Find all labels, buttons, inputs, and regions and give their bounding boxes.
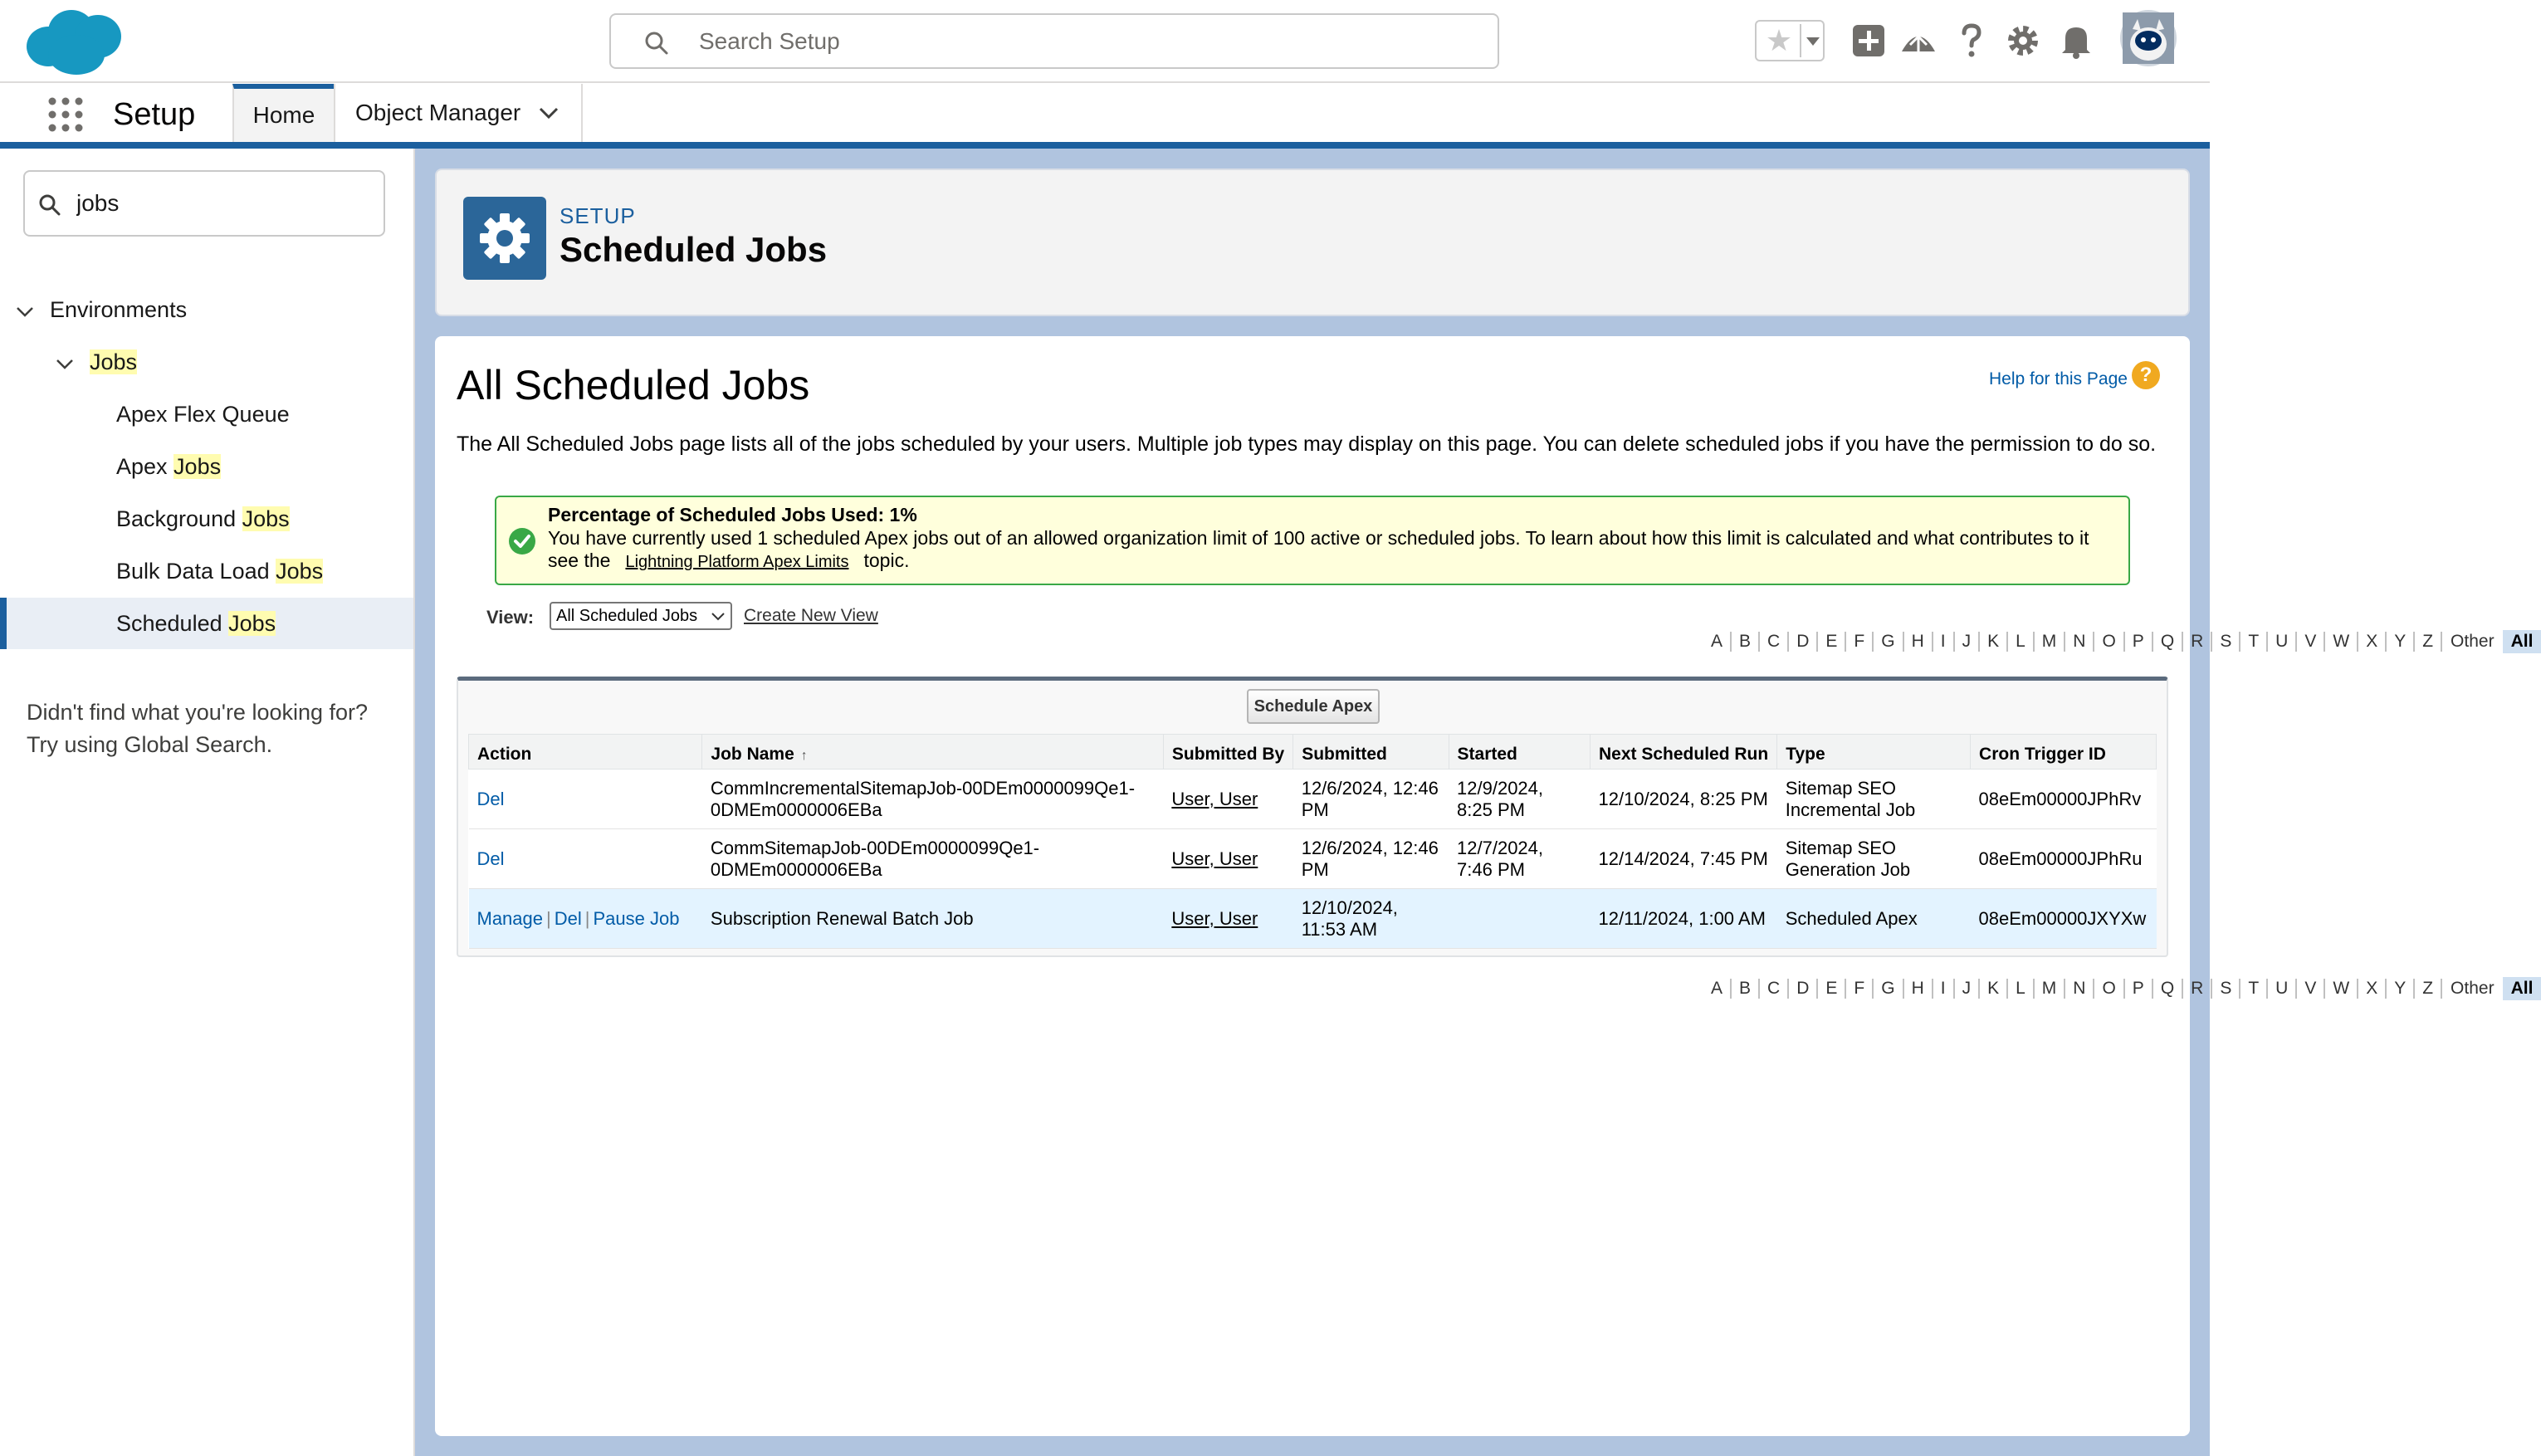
check-circle-icon xyxy=(508,527,536,555)
not-found-line1: Didn't find what you're looking for? xyxy=(27,700,369,725)
alpha-letter[interactable]: F xyxy=(1845,632,1872,652)
global-search-input[interactable] xyxy=(609,13,1499,69)
submitted-cell: 12/6/2024, 12:46 PM xyxy=(1293,770,1449,829)
sidebar-item-apex-jobs[interactable] xyxy=(116,454,221,480)
submitted-by-link[interactable]: User, User xyxy=(1171,848,1258,869)
context-bar xyxy=(0,84,2210,144)
del-link[interactable]: Del xyxy=(476,848,505,869)
quick-find-input[interactable] xyxy=(76,187,375,220)
alpha-letter[interactable]: N xyxy=(2064,632,2093,652)
alpha-letter[interactable]: G xyxy=(1872,632,1902,652)
alpha-letter[interactable]: S xyxy=(2211,979,2239,999)
sidebar-item-highlight: Jobs xyxy=(173,454,222,479)
tree-environments[interactable] xyxy=(50,297,187,323)
not-found-hint xyxy=(27,696,408,761)
jobs-list-block xyxy=(457,677,2168,957)
alpha-letter[interactable]: Z xyxy=(2413,632,2441,652)
submitted-by-cell xyxy=(1163,829,1292,889)
not-found-line2: Try using Global Search. xyxy=(27,732,273,757)
sidebar-item-highlight: Jobs xyxy=(242,506,290,531)
scheduled-jobs-table xyxy=(468,734,2157,949)
alpha-letter[interactable]: O xyxy=(2093,979,2123,999)
usage-text-after: topic. xyxy=(863,550,910,571)
alpha-letter[interactable]: Z xyxy=(2413,979,2441,999)
job-name-cell: Subscription Renewal Batch Job xyxy=(702,889,1163,949)
submitted-by-cell xyxy=(1163,889,1292,949)
view-select[interactable] xyxy=(550,602,732,630)
started-cell: 12/7/2024, 7:46 PM xyxy=(1449,829,1590,889)
alpha-letter[interactable]: J xyxy=(1953,632,1979,652)
column-header[interactable]: Next Scheduled Run xyxy=(1591,735,1777,770)
page-eyebrow: SETUP xyxy=(560,203,636,228)
alpha-letter[interactable]: I xyxy=(1932,632,1953,652)
alpha-letter[interactable]: S xyxy=(2211,632,2239,652)
sidebar-item-label: Background xyxy=(116,506,242,531)
tree-environments-label: Environments xyxy=(50,297,188,322)
alpha-letter[interactable]: E xyxy=(1816,979,1845,999)
usage-info-box xyxy=(495,496,2130,585)
content-panel xyxy=(435,336,2534,1436)
alpha-letter[interactable]: L xyxy=(2006,979,2033,999)
apex-limits-link[interactable]: Lightning Platform Apex Limits xyxy=(625,553,849,571)
alpha-letter[interactable]: I xyxy=(1932,979,1953,999)
alpha-letter[interactable]: H xyxy=(1903,632,1932,652)
alpha-letter[interactable]: V xyxy=(2295,979,2324,999)
alpha-letter[interactable]: Q xyxy=(2152,632,2182,652)
alpha-letter[interactable]: M xyxy=(2033,632,2065,652)
type-cell: Scheduled Apex xyxy=(1777,889,1971,949)
alpha-letter[interactable]: R xyxy=(2182,979,2211,999)
alpha-letter[interactable]: A xyxy=(1711,979,1723,998)
alpha-letter[interactable]: M xyxy=(2033,979,2065,999)
alpha-letter[interactable]: X xyxy=(2357,979,2385,999)
favorites-dropdown-icon[interactable] xyxy=(1803,24,1823,57)
notifications-bell-icon[interactable] xyxy=(2055,20,2097,61)
alpha-letter[interactable]: Y xyxy=(2385,632,2413,652)
avatar[interactable] xyxy=(2120,10,2177,66)
usage-text-before: You have currently used 1 scheduled Apex jobs out of an allowed organization limit of 100 active or scheduled jobs. To learn about how this limit is calculated and what contributes to it see the xyxy=(548,527,2089,571)
alpha-filter-bottom xyxy=(1703,977,2541,1000)
sidebar-item-label: Apex Flex Queue xyxy=(116,402,290,427)
help-icon[interactable]: ? xyxy=(2132,361,2160,389)
submitted-by-cell xyxy=(1163,770,1292,829)
alpha-letter[interactable]: X xyxy=(2357,632,2385,652)
tab-home[interactable] xyxy=(232,84,334,142)
job-name-cell: CommIncrementalSitemapJob-00DEm0000099Qe1-0DMEm0000006EBa xyxy=(702,770,1163,829)
alpha-letter[interactable]: F xyxy=(1845,979,1872,999)
column-header: Action xyxy=(469,735,702,770)
alpha-filter-top xyxy=(1703,630,2541,653)
alpha-letter[interactable]: L xyxy=(2006,632,2033,652)
favorites-divider xyxy=(1800,24,1801,57)
chevron-down-icon[interactable] xyxy=(538,104,560,122)
column-header[interactable]: Cron Trigger ID xyxy=(1971,735,2157,770)
table-row xyxy=(469,889,2157,949)
submitted-cell: 12/10/2024, 11:53 AM xyxy=(1293,889,1449,949)
action-cell xyxy=(469,889,702,949)
alpha-letter[interactable]: W xyxy=(2324,632,2357,652)
app-launcher-icon[interactable] xyxy=(46,95,85,134)
alpha-letter[interactable]: Q xyxy=(2152,979,2182,999)
submitted-by-link[interactable]: User, User xyxy=(1171,788,1258,809)
started-cell: 12/9/2024, 8:25 PM xyxy=(1449,770,1590,829)
cron-id-cell: 08eEm00000JXYXw xyxy=(1971,889,2157,949)
action-separator: | xyxy=(584,907,590,929)
list-title: All Scheduled Jobs xyxy=(457,362,810,408)
alpha-letter[interactable]: D xyxy=(1787,632,1816,652)
chevron-down-icon[interactable] xyxy=(15,305,35,320)
alpha-letter[interactable]: P xyxy=(2123,979,2152,999)
alpha-letter[interactable]: P xyxy=(2123,632,2152,652)
started-cell xyxy=(1449,889,1590,949)
alpha-letter[interactable]: U xyxy=(2266,979,2295,999)
column-header[interactable]: Type xyxy=(1777,735,1971,770)
alpha-letter[interactable]: B xyxy=(1730,632,1758,652)
favorites-control[interactable] xyxy=(1755,20,1825,61)
sidebar-item-label: Scheduled xyxy=(116,611,229,636)
help-icon[interactable] xyxy=(1951,20,1992,61)
search-icon xyxy=(644,31,669,56)
table-row xyxy=(469,770,2157,829)
pause-job-link[interactable]: Pause Job xyxy=(593,907,680,929)
global-header xyxy=(0,0,2210,83)
alpha-letter[interactable]: R xyxy=(2182,632,2211,652)
app-name: Setup xyxy=(113,97,196,132)
del-link[interactable]: Del xyxy=(554,907,582,929)
alpha-letter[interactable]: T xyxy=(2239,979,2266,999)
setup-gear-icon xyxy=(463,197,546,280)
salesforce-cloud-logo[interactable] xyxy=(25,8,123,76)
alpha-letter[interactable]: J xyxy=(1953,979,1979,999)
column-header[interactable]: Submitted xyxy=(1293,735,1449,770)
help-for-page-link[interactable]: Help for this Page xyxy=(1989,369,2128,388)
chevron-down-icon[interactable] xyxy=(55,357,75,372)
sort-ascending-icon: ↑ xyxy=(800,748,808,763)
usage-text xyxy=(548,527,2117,574)
alpha-letter[interactable]: D xyxy=(1787,979,1816,999)
setup-sidebar xyxy=(0,149,415,1456)
tab-home-label: Home xyxy=(252,102,315,128)
intro-text: The All Scheduled Jobs page lists all of the jobs scheduled by your users. Multiple job types may display on this page. You can delete scheduled jobs if you have the permission to do so. xyxy=(457,432,2157,456)
type-cell: Sitemap SEO Incremental Job xyxy=(1777,770,1971,829)
create-new-view-link[interactable]: Create New View xyxy=(744,606,878,625)
sidebar-item-label: Bulk Data Load xyxy=(116,559,276,584)
sidebar-item-label: Apex xyxy=(116,454,174,479)
tree-jobs[interactable] xyxy=(90,349,137,375)
submitted-cell: 12/6/2024, 12:46 PM xyxy=(1293,829,1449,889)
action-cell xyxy=(469,829,702,889)
sidebar-item-highlight: Jobs xyxy=(228,611,276,636)
alpha-letter[interactable]: C xyxy=(1758,979,1787,999)
column-header[interactable]: Started xyxy=(1449,735,1590,770)
alpha-letter[interactable]: T xyxy=(2239,632,2266,652)
alpha-letter[interactable]: H xyxy=(1903,979,1932,999)
del-link[interactable]: Del xyxy=(476,788,505,809)
alpha-other[interactable]: Other xyxy=(2441,632,2503,652)
usage-title: Percentage of Scheduled Jobs Used: 1% xyxy=(548,504,917,525)
type-cell: Sitemap SEO Generation Job xyxy=(1777,829,1971,889)
alpha-letter[interactable]: Y xyxy=(2385,979,2413,999)
view-select-value: All Scheduled Jobs xyxy=(556,607,698,625)
alpha-letter[interactable]: B xyxy=(1730,979,1758,999)
next-run-cell: 12/11/2024, 1:00 AM xyxy=(1591,889,1777,949)
alpha-letter[interactable]: U xyxy=(2266,632,2295,652)
tab-object-manager-label: Object Manager xyxy=(355,100,521,125)
table-header-row xyxy=(469,735,2157,770)
schedule-apex-button[interactable]: Schedule Apex xyxy=(1247,689,1380,724)
favorites-star-icon[interactable]: ★ xyxy=(1765,23,1793,57)
page-title: Scheduled Jobs xyxy=(560,230,828,269)
chevron-down-icon xyxy=(711,611,726,623)
column-header[interactable]: Submitted By xyxy=(1163,735,1292,770)
column-header-label: Job Name xyxy=(711,744,794,764)
tab-object-manager[interactable] xyxy=(334,84,583,142)
cron-id-cell: 08eEm00000JPhRu xyxy=(1971,829,2157,889)
alpha-letter[interactable]: O xyxy=(2093,632,2123,652)
alpha-letter[interactable]: V xyxy=(2295,632,2324,652)
add-icon[interactable] xyxy=(1848,20,1889,61)
quick-find-box[interactable] xyxy=(23,170,385,237)
alpha-letter[interactable]: K xyxy=(1978,979,2006,999)
alpha-other[interactable]: Other xyxy=(2441,979,2503,999)
job-name-cell: CommSitemapJob-00DEm0000099Qe1-0DMEm0000006EBa xyxy=(702,829,1163,889)
alpha-letter[interactable]: N xyxy=(2064,979,2093,999)
tree-jobs-label: Jobs xyxy=(90,349,138,374)
search-icon xyxy=(38,193,61,217)
action-separator: | xyxy=(546,907,551,929)
next-run-cell: 12/14/2024, 7:45 PM xyxy=(1591,829,1777,889)
table-row xyxy=(469,829,2157,889)
column-header-job-name[interactable] xyxy=(702,735,1163,770)
submitted-by-link[interactable]: User, User xyxy=(1171,907,1258,929)
cron-id-cell: 08eEm00000JPhRv xyxy=(1971,770,2157,829)
manage-link[interactable]: Manage xyxy=(476,907,544,929)
sidebar-item-background-jobs[interactable] xyxy=(116,506,290,532)
alpha-all[interactable]: All xyxy=(2503,977,2541,1000)
setup-gear-icon[interactable] xyxy=(2002,20,2044,61)
alpha-all[interactable]: All xyxy=(2503,630,2541,653)
alpha-letter[interactable]: W xyxy=(2324,979,2357,999)
view-label: View: xyxy=(486,607,535,628)
alpha-letter[interactable]: A xyxy=(1711,632,1723,651)
astro-avatar-icon xyxy=(2123,12,2174,64)
context-bar-accent xyxy=(0,142,2210,149)
page-header-card xyxy=(435,169,2190,316)
sidebar-item-apex-flex-queue[interactable] xyxy=(116,402,290,428)
alpha-letter[interactable]: G xyxy=(1872,979,1902,999)
action-cell xyxy=(469,770,702,829)
sidebar-item-scheduled-jobs[interactable] xyxy=(116,611,276,637)
alpha-letter[interactable]: E xyxy=(1816,632,1845,652)
sidebar-item-highlight: Jobs xyxy=(276,559,324,584)
alpha-letter[interactable]: C xyxy=(1758,632,1787,652)
next-run-cell: 12/10/2024, 8:25 PM xyxy=(1591,770,1777,829)
trailhead-icon[interactable] xyxy=(1898,20,1939,61)
alpha-letter[interactable]: K xyxy=(1978,632,2006,652)
sidebar-item-bulk-data-load-jobs[interactable] xyxy=(116,559,323,584)
search-placeholder: Search Setup xyxy=(699,28,840,54)
